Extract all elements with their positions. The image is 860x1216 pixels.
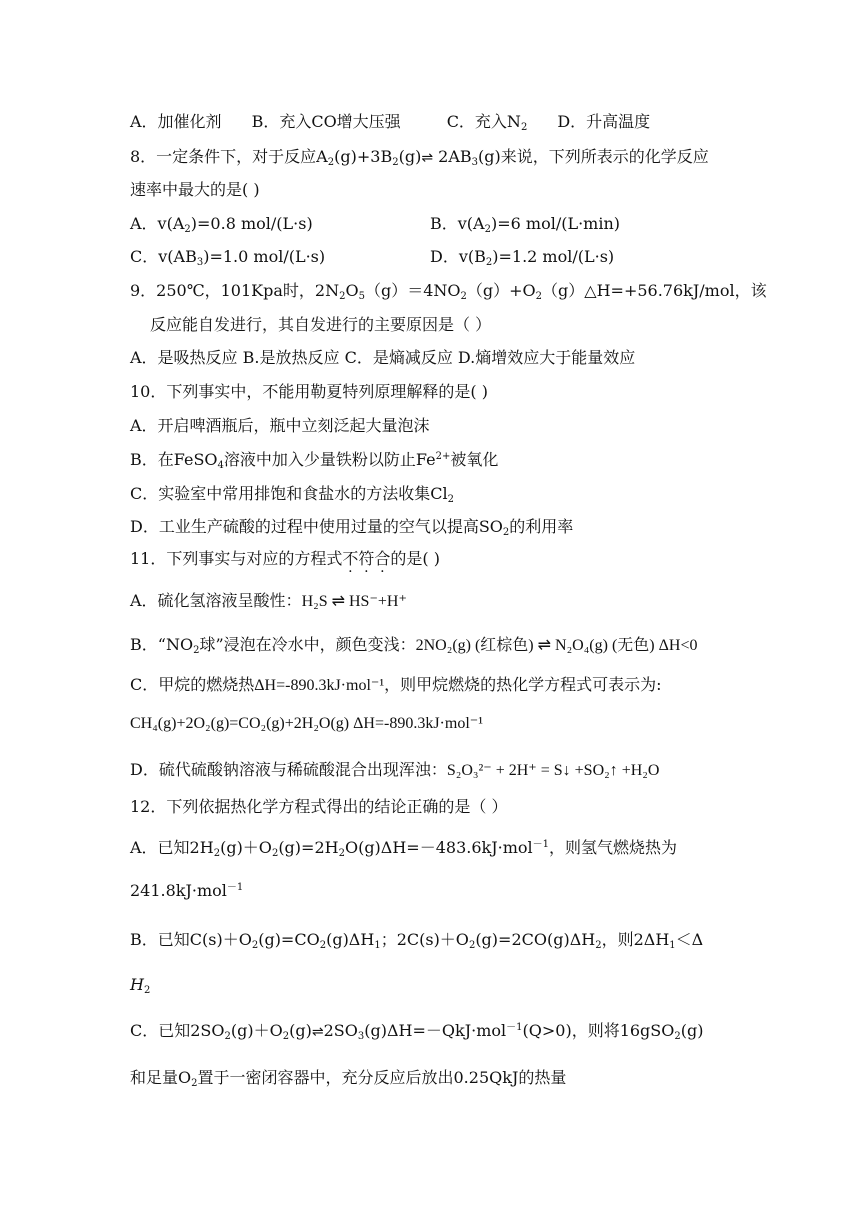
equation: 2NO₂(g) (红棕色) ⇌ N₂O₄(g) (无色) ΔH<0 [415,637,698,654]
q11-option-c-equation [130,713,483,734]
q8-stem: 8．一定条件下，对于反应$A_2(g)+3B_2(g)\rightleftharpoons$ $2AB_3(g)$来说，下列所表示的化学反应 [130,147,709,168]
q12-option-c-continued: 和足量$O_2$置于一密闭容器中，充分反应后放出0.25QkJ的热量 [130,1068,567,1089]
q12-option-a: A．已知$2H_2(g)+O_2(g)=2H_2O(g)\Delta H=-483.6kJ\cdot mol^{-1}$，则氢气燃烧热为 [130,838,678,859]
q12-option-b-continued: $H_2$ [130,975,151,996]
q7-option-c: C．充入$N_2$ [446,112,528,133]
q8-option-c: C．$v(AB_3)=1.0$ mol/(L·s) [130,247,326,268]
equation: S₂O₃²⁻ + 2H⁺ = S↓ +SO₂↑ +H₂O [446,762,660,779]
q10-option-d: D．工业生产硫酸的过程中使用过量的空气以提高$SO_2$的利用率 [130,517,574,538]
q11-option-c: C．甲烷的燃烧热ΔH=-890.3kJ·mol⁻¹，则甲烷燃烧的热化学方程式可表示为: [130,675,662,694]
equation: CH₄(g)+2O₂(g)=CO₂(g)+2H₂O(g) ΔH=-890.3kJ·mol⁻¹ [130,715,484,732]
q12-option-b: B．已知$C(s)+O_2(g)=CO_2(g)\Delta H_1$；$2C(s)+O_2(g)=2CO(g)\Delta H_2$，则$2\Delta H_1<\Delta$ [130,930,704,951]
q9-stem-continued: 反应能自发进行，其自发进行的主要原因是（ ） [150,315,492,334]
q12-option-c: C．已知$2SO_2(g)+O_2(g)\rightleftharpoons 2SO_3(g)\Delta H=-QkJ\cdot mol^{-1}(Q>0)$，则将16gSO$_2$(g) [130,1021,704,1042]
q8-stem-continued: 速率中最大的是( ) [130,180,260,199]
q7-option-a: A．加催化剂 [130,112,222,131]
emphasis-dotted-text: 不符合 [342,549,391,568]
q11-option-b: B．“$NO_2$球”浸泡在冷水中，颜色变浅：2NO₂(g) (红棕色) ⇌ N₂O₄(g) (无色) ΔH<0 [130,635,698,656]
q10-stem: 10．下列事实中，不能用勒夏特列原理解释的是( ) [130,382,488,401]
q11-option-a: A．硫化氢溶液呈酸性：H₂S ⇌ HS⁻+H⁺ [130,591,407,610]
q7-option-b: B．充入CO增大压强 [251,112,401,131]
q9-stem: 9．250℃，101Kpa时，$2N_2O_5(g)=4NO_2(g)+O_2(g)\triangle H=+56.76kJ$/mol，该 [130,281,767,302]
q11-stem: 11．下列事实与对应的方程式不符合的是( ) [130,549,440,568]
q12-option-a-continued: 241.8kJ·mol$^{-1}$ [130,881,244,900]
q10-option-c: C．实验室中常用排饱和食盐水的方法收集$Cl_2$ [130,484,454,505]
q12-stem: 12．下列依据热化学方程式得出的结论正确的是（ ） [130,797,508,816]
q9-options: A．是吸热反应 B.是放热反应 C．是熵减反应 D.熵增效应大于能量效应 [130,348,636,367]
equation: H₂S ⇌ HS⁻+H⁺ [301,593,407,610]
q8-option-a: A．$v(A_2)=0.8$ mol/(L·s) [130,214,313,235]
q7-option-d: D．升高温度 [557,112,651,131]
q10-option-b: B．在FeSO$_4$溶液中加入少量铁粉以防止$Fe^{2+}$被氧化 [130,450,499,471]
q8-option-d: D．$v(B_2)=1.2$ mol/(L·s) [430,247,615,268]
q10-option-a: A．开启啤酒瓶后，瓶中立刻泛起大量泡沫 [130,416,430,435]
q11-option-d: D．硫代硫酸钠溶液与稀硫酸混合出现浑浊：S₂O₃²⁻ + 2H⁺ = S↓ +SO₂↑ +H₂O [130,760,660,779]
q8-option-b: B．$v(A_2)=6$ mol/(L·min) [430,214,620,235]
q7-options [130,112,650,132]
